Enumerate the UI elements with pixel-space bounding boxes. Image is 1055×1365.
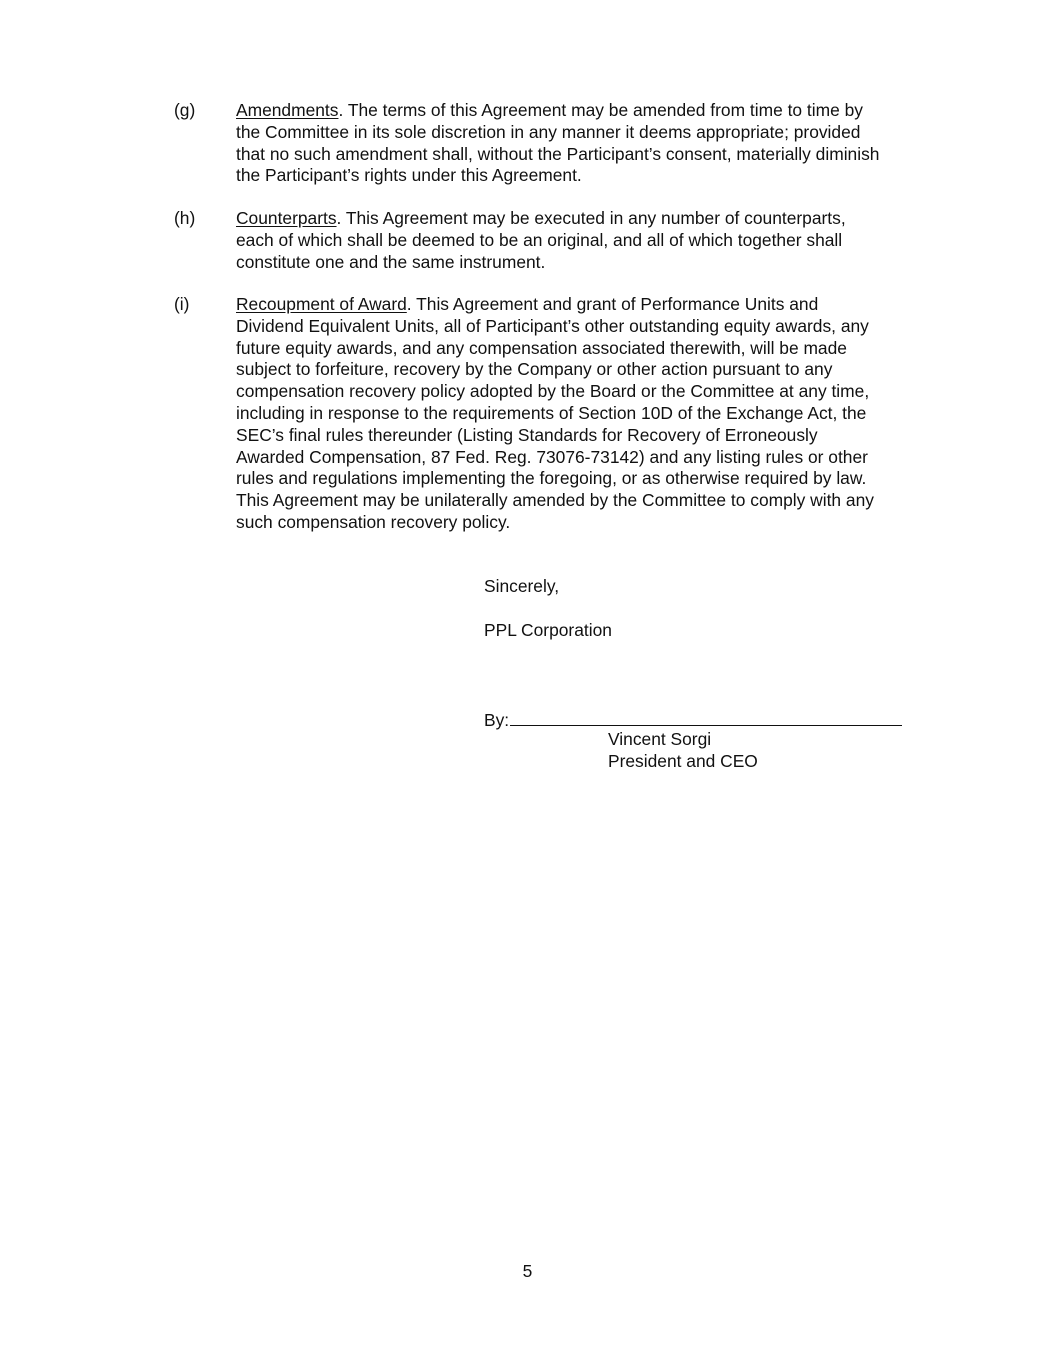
- section-heading: Amendments: [236, 100, 339, 120]
- section-line: such compensation recovery policy.: [236, 511, 511, 532]
- section-text: . The terms of this Agreement may be amended from time to time by: [338, 100, 863, 120]
- section-body: [236, 294, 944, 534]
- signer-name: Vincent Sorgi: [608, 729, 712, 749]
- section-heading: Counterparts: [236, 208, 337, 228]
- section-line: that no such amendment shall, without the Participant’s consent, materially diminish: [236, 143, 880, 164]
- section-line: [236, 208, 944, 230]
- section-line: Awarded Compensation, 87 Fed. Reg. 73076-73142) and any listing rules or other: [236, 446, 868, 467]
- section-line: future equity awards, and any compensation associated therewith, will be made: [236, 337, 847, 358]
- section-heading: Recoupment of Award: [236, 294, 407, 314]
- section-line: SEC’s final rules thereunder (Listing Standards for Recovery of Erroneously: [236, 424, 818, 445]
- section-line: subject to forfeiture, recovery by the Company or other action pursuant to any: [236, 359, 833, 380]
- section-line: including in response to the requirements of Section 10D of the Exchange Act, the: [236, 402, 867, 423]
- page-number: 5: [522, 1261, 533, 1281]
- section-line: each of which shall be deemed to be an original, and all of which together shall: [236, 229, 843, 250]
- section-line: This Agreement may be unilaterally amended by the Committee to comply with any: [236, 490, 874, 511]
- section-label: (g): [174, 100, 196, 120]
- section-line: the Participant’s rights under this Agreement.: [236, 165, 582, 186]
- section-text: . This Agreement and grant of Performance Units and: [406, 294, 819, 314]
- section-line: constitute one and the same instrument.: [236, 251, 546, 272]
- section-line: the Committee in its sole discretion in any manner it deems appropriate; provided: [236, 121, 861, 142]
- company-name: PPL Corporation: [484, 620, 612, 640]
- section-line: [236, 100, 944, 122]
- section-line: compensation recovery policy adopted by the Board or the Committee at any time,: [236, 381, 870, 402]
- signature-rule: [510, 708, 902, 726]
- section-line: Dividend Equivalent Units, all of Participant’s other outstanding equity awards, any: [236, 315, 869, 336]
- section-line: rules and regulations implementing the foregoing, or as otherwise required by law.: [236, 468, 867, 489]
- section-line: [236, 294, 944, 316]
- signer-title: President and CEO: [608, 751, 758, 771]
- closing-text: Sincerely,: [484, 576, 560, 596]
- section-body: [236, 208, 944, 273]
- by-label: By:: [484, 710, 510, 730]
- section-label: (i): [174, 294, 190, 314]
- section-body: [236, 100, 944, 187]
- section-text: . This Agreement may be executed in any number of counterparts,: [336, 208, 846, 228]
- section-label: (h): [174, 208, 196, 228]
